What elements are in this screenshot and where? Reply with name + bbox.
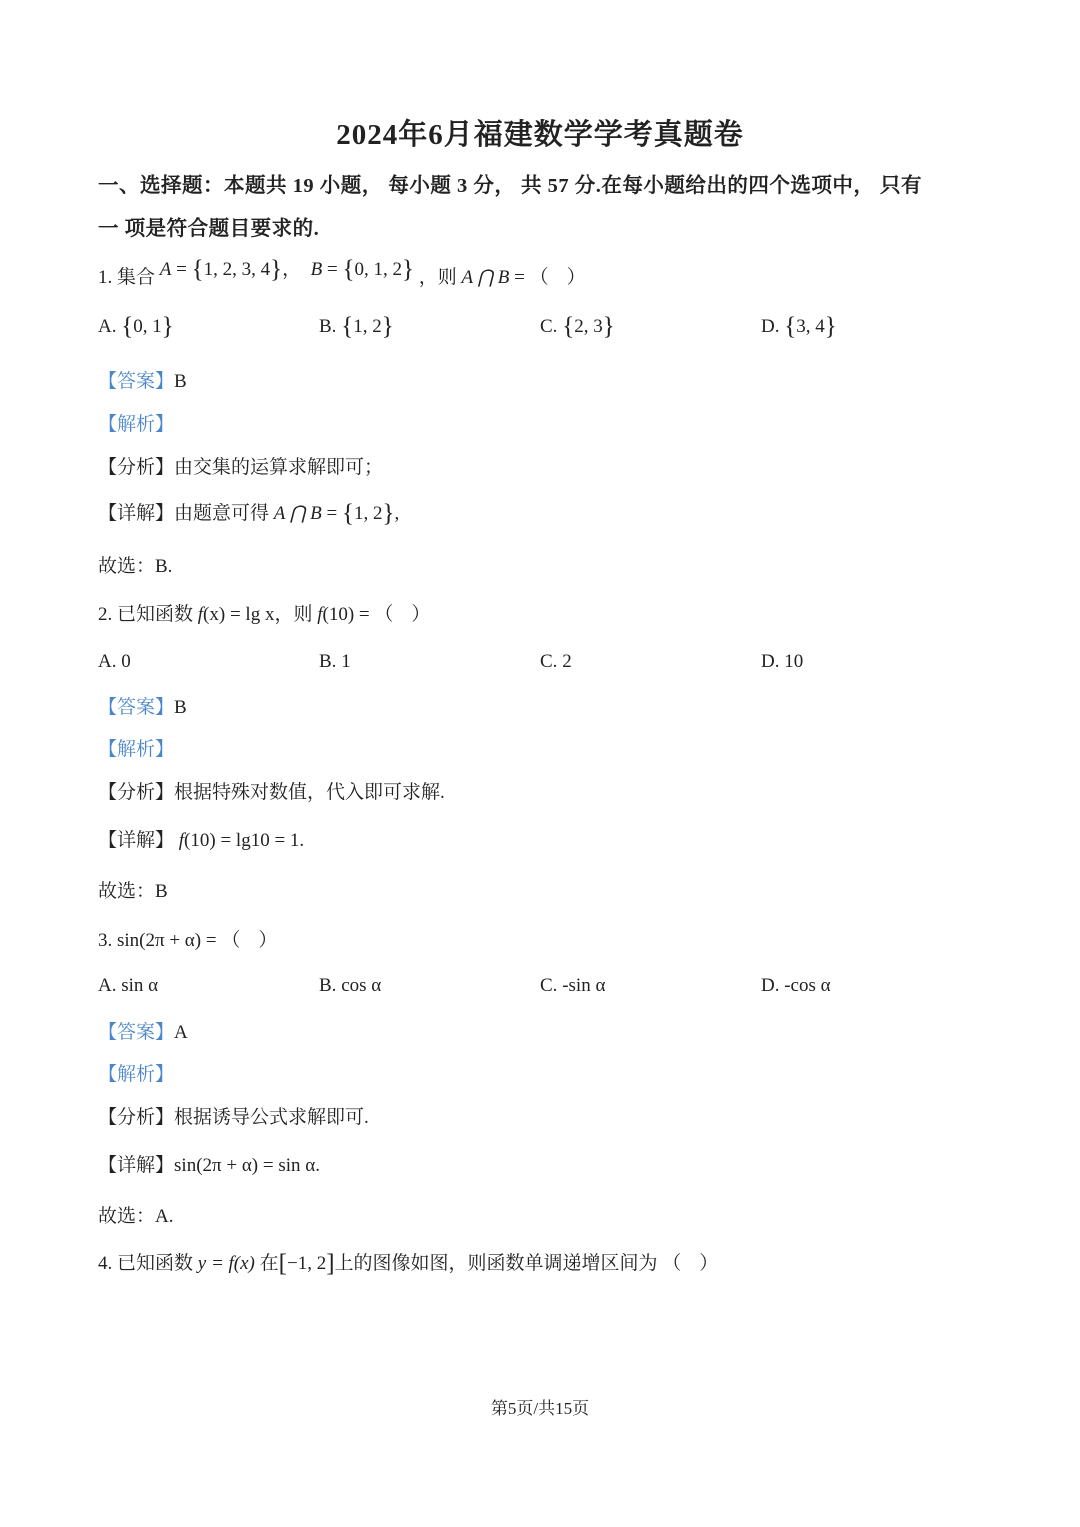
question-1-stem: 1. 集合 A = {1, 2, 3, 4}， B = {0, 1, 2} ，则 A ⋂ B = （） [98, 256, 604, 288]
q1-analysis-label: 【解析】 [98, 414, 175, 435]
q3-conclusion: 故选：A. [98, 1206, 174, 1227]
q1-blank-paren: （） [529, 267, 604, 288]
q2-conclusion: 故选：B [98, 881, 168, 902]
q1-set-b-values: 0, 1, 2 [354, 259, 402, 280]
q2-analysis-label: 【解析】 [98, 739, 175, 760]
q1-option-c: C. {2, 3} [540, 313, 615, 340]
answer-label: 【答案】 [98, 371, 175, 392]
q1-option-a: A. {0, 1} [98, 313, 174, 340]
q3-analysis-label: 【解析】 [98, 1064, 175, 1085]
q1-set-a-values: 1, 2, 3, 4 [203, 259, 271, 280]
q3-option-b: B. cos α [319, 975, 382, 996]
q2-option-a: A. 0 [98, 651, 131, 672]
q2-option-d: D. 10 [761, 651, 804, 672]
q1-then: ，则 [418, 267, 457, 288]
q3-option-a: A. sin α [98, 975, 159, 996]
q1-option-b: B. {1, 2} [319, 313, 394, 340]
q1-set-a-name: A [159, 259, 172, 280]
q2-option-b: B. 1 [319, 651, 351, 672]
q3-answer: 【答案】A [98, 1022, 188, 1043]
q2-fenxi: 【分析】根据特殊对数值，代入即可求解. [98, 782, 445, 803]
q2-option-c: C. 2 [540, 651, 572, 672]
q1-set-b-name: B [310, 259, 323, 280]
q1-conclusion: 故选：B. [98, 556, 173, 577]
q1-option-d: D. {3, 4} [761, 313, 837, 340]
q2-answer: 【答案】B [98, 697, 187, 718]
page-footer: 第5页/共15页 [490, 1399, 590, 1418]
question-2-stem: 2. 已知函数 f(x) = lg x，则 f(10) = （） [98, 604, 449, 625]
page-title: 2024年6月福建数学学考真题卷 [336, 119, 744, 151]
question-4-stem: 4. 已知函数 y = f(x) 在[−1, 2]上的图像如图，则函数单调递增区间为 （） [98, 1250, 737, 1277]
q1-intersection: A ⋂ B [461, 267, 510, 288]
q3-option-d: D. -cos α [761, 975, 831, 996]
section-heading-line1: 一、选择题：本题共 19 小题， 每小题 3 分， 共 57 分.在每小题给出的四个选项中， 只有 [98, 175, 922, 197]
q1-number: 1. 集合 [98, 267, 156, 288]
q1-answer: 【答案】B [98, 371, 187, 392]
q1-fenxi: 【分析】由交集的运算求解即可； [98, 457, 384, 478]
q2-xiangjie: 【详解】 f(10) = lg10 = 1. [98, 830, 305, 851]
q3-option-c: C. -sin α [540, 975, 606, 996]
question-3-stem: 3. sin(2π + α) = （） [98, 930, 296, 951]
section-heading-line2: 一 项是符合题目要求的. [98, 218, 320, 240]
q3-xiangjie: 【详解】sin(2π + α) = sin α. [98, 1155, 320, 1176]
q3-fenxi: 【分析】根据诱导公式求解即可. [98, 1107, 369, 1128]
q1-xiangjie: 【详解】由题意可得 A ⋂ B = {1, 2}, [98, 500, 400, 527]
